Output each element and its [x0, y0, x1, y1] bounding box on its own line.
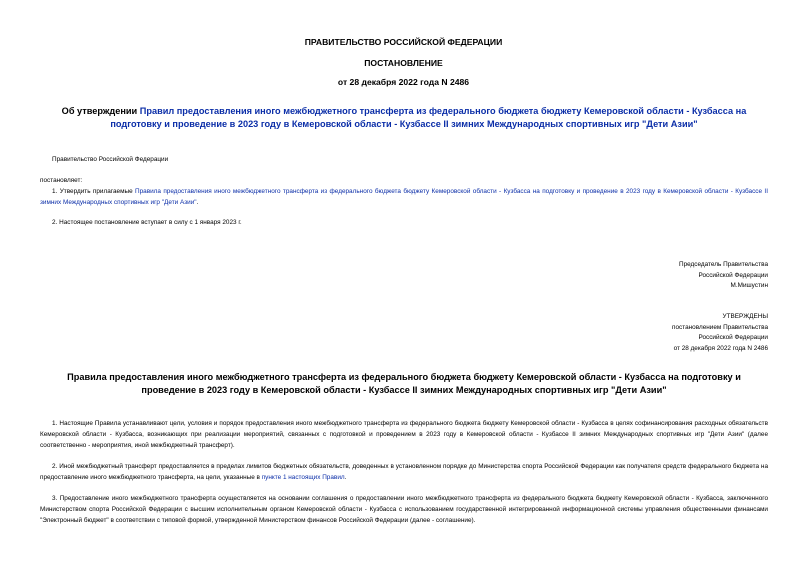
- document-title: [40, 105, 768, 130]
- document-title-link[interactable]: Правил предоставления иного межбюджетного трансферта из федерального бюджета бюджету Кемеровской области - Кузбасса на подготовку и проведение в 2023 году в Кемеровской области - Кузбассе II зимних Международных спортивных игр "Дети Азии": [110, 106, 747, 129]
- rules-title: Правила предоставления иного межбюджетного трансферта из федерального бюджета бюджету Кемеровской области - Кузбасса на подготовку и проведение в 2023 году в Кемеровской области - Кузбассе II зимних Международных спортивных игр "Дети Азии": [67, 372, 741, 395]
- rules-paragraph-1: 1. Настоящие Правила устанавливают цели, условия и порядок предоставления иного межбюджетного трансферта из федерального бюджета бюджету Кемеровской области - Кузбасса в целях софинансирования расходных обязательств Кемеровской области - Кузбасса, возникающих при реализации мероприятий, связанных с подготовкой и проведением в 2023 году в Кемеровской области - Кузбассе II зимних Международных спортивных игр "Дети Азии" (далее соответственно - мероприятия, иной межбюджетный трансферт).: [40, 420, 768, 449]
- document-title-prefix: Об утверждении: [61, 106, 140, 116]
- item-1-suffix: .: [196, 198, 199, 206]
- rules-paragraph-2: [40, 462, 768, 484]
- rules-paragraph-2-suffix: .: [344, 473, 347, 481]
- document-date-number: от 28 декабря 2022 года N 2486: [337, 77, 470, 87]
- rules-paragraph-2-link[interactable]: пункте 1 настоящих Правил: [261, 473, 345, 481]
- item-1-prefix: 1. Утвердить прилагаемые: [52, 188, 135, 195]
- item-2: 2. Настоящее постановление вступает в силу с 1 января 2023 г.: [52, 219, 242, 226]
- signature-block: [468, 260, 768, 292]
- rules-paragraph-2-prefix: 2. Иной межбюджетный трансферт предоставляется в пределах лимитов бюджетных обязательств, доведенных в установленном порядке до Министерства спорта Российской Федерации как получателя средств федерального бюджета на предоставление иного межбюджетного трансферта, на цели, указанные в: [40, 463, 768, 481]
- approval-date: от 28 декабря 2022 года N 2486: [673, 344, 768, 352]
- document-type: ПОСТАНОВЛЕНИЕ: [364, 58, 443, 68]
- item-1: [40, 187, 768, 209]
- signature-position: Председатель Правительства: [679, 261, 768, 268]
- government-name: ПРАВИТЕЛЬСТВО РОССИЙСКОЙ ФЕДЕРАЦИИ: [304, 37, 503, 47]
- approval-by: постановлением Правительства: [672, 323, 768, 331]
- rules-paragraph-3: 3. Предоставление иного межбюджетного трансферта осуществляется на основании соглашения о предоставлении иного межбюджетного трансферта из федерального бюджета бюджету Кемеровской области - Кузбасса, заключенного Министерством спорта Российской Федерации с высшим исполнительным органом Кемеровской области - Кузбасса с использованием государственной интегрированной информационной системы управления общественными финансами "Электронный бюджет" в соответствии с типовой формой, утвержденной Министерством финансов Российской Федерации (далее - соглашение).: [40, 495, 768, 524]
- item-1-rules-link[interactable]: Правила предоставления иного межбюджетного трансферта из федерального бюджета бюджету Кемеровской области - Кузбасса на подготовку и проведение в 2023 году в Кемеровской области - Кузбассе II зимних Международных спортивных игр "Дети Азии": [40, 188, 768, 206]
- decree-text: постановляет:: [40, 177, 83, 184]
- signature-name: М.Мишустин: [730, 282, 768, 290]
- approval-block: [468, 312, 768, 354]
- intro-text: Правительство Российской Федерации: [52, 156, 169, 163]
- signature-organization: Российской Федерации: [698, 271, 768, 279]
- approval-status: УТВЕРЖДЕНЫ: [722, 313, 768, 320]
- approval-organization: Российской Федерации: [698, 334, 768, 342]
